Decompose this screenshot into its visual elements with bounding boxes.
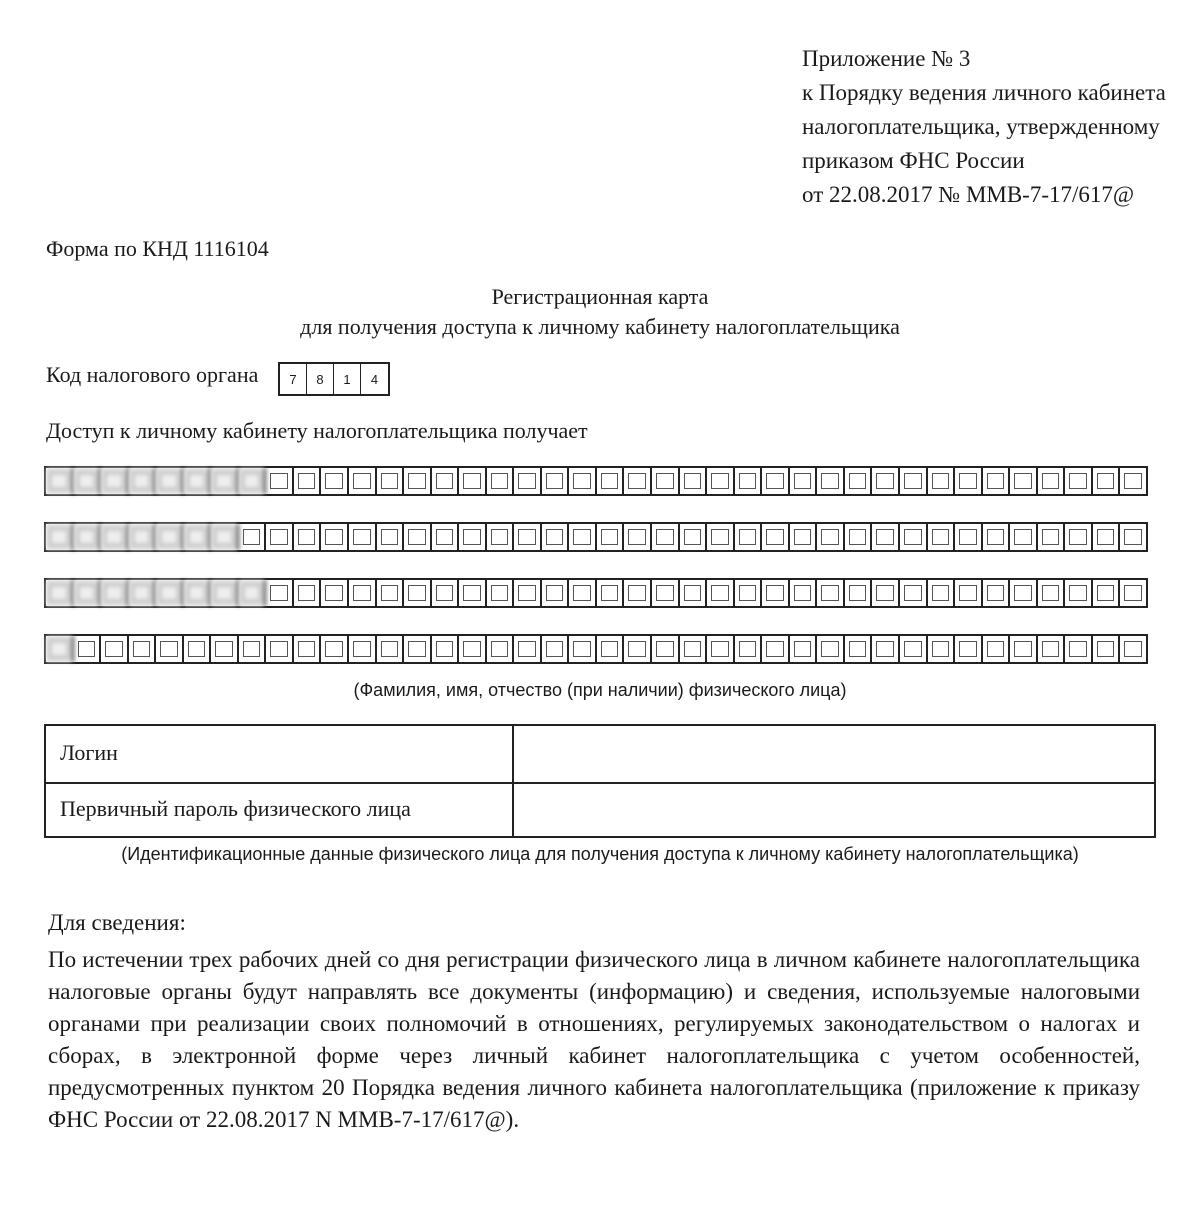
name-char-cell	[624, 636, 652, 662]
login-label: Логин	[60, 740, 118, 765]
name-char-cell	[432, 524, 460, 550]
name-char-cell	[597, 636, 625, 662]
appendix-header	[802, 42, 1166, 212]
name-char-cell	[652, 636, 680, 662]
name-char-cell	[955, 636, 983, 662]
name-char-cell	[569, 636, 597, 662]
code-digit: 8	[307, 364, 334, 394]
name-char-cell	[845, 580, 873, 606]
name-char-cell	[762, 524, 790, 550]
surname-cells	[44, 466, 1148, 496]
name-char-cell	[900, 468, 928, 494]
name-char-cell	[487, 636, 515, 662]
name-char-cell	[1065, 636, 1093, 662]
extra-name-cells	[44, 634, 1148, 664]
name-char-cell	[955, 468, 983, 494]
appendix-line: от 22.08.2017 № ММВ-7-17/617@	[802, 182, 1135, 207]
name-char-cell	[983, 580, 1011, 606]
name-char-cell	[74, 524, 102, 550]
name-char-cell	[569, 468, 597, 494]
name-char-cell	[1120, 524, 1146, 550]
name-char-cell	[129, 468, 157, 494]
name-char-cell	[184, 580, 212, 606]
name-char-cell	[239, 468, 267, 494]
name-char-cell	[1038, 580, 1066, 606]
name-char-cell	[514, 580, 542, 606]
name-char-cell	[735, 636, 763, 662]
name-char-cell	[101, 468, 129, 494]
name-char-cell	[129, 636, 157, 662]
name-char-cell	[514, 636, 542, 662]
name-char-cell	[74, 468, 102, 494]
name-char-cell	[569, 580, 597, 606]
name-char-cell	[432, 580, 460, 606]
name-char-cell	[46, 524, 74, 550]
name-char-cell	[845, 524, 873, 550]
name-char-cell	[790, 636, 818, 662]
appendix-line: к Порядку ведения личного кабинета	[802, 80, 1166, 105]
name-char-cell	[1010, 524, 1038, 550]
name-char-cell	[817, 468, 845, 494]
name-char-cell	[74, 636, 102, 662]
name-char-cell	[211, 636, 239, 662]
name-char-cell	[514, 524, 542, 550]
name-char-cell	[46, 580, 74, 606]
name-char-cell	[680, 580, 708, 606]
name-char-cell	[680, 524, 708, 550]
name-char-cell	[542, 636, 570, 662]
name-char-cell	[928, 524, 956, 550]
name-char-cell	[817, 524, 845, 550]
login-row	[46, 726, 1154, 784]
name-char-cell	[404, 580, 432, 606]
login-value-cell	[512, 726, 1154, 782]
name-char-cell	[487, 524, 515, 550]
name-caption: (Фамилия, имя, отчество (при наличии) физического лица)	[353, 680, 847, 700]
name-char-cell	[1093, 468, 1121, 494]
name-char-cell	[459, 580, 487, 606]
name-char-cell	[983, 636, 1011, 662]
name-char-cell	[872, 580, 900, 606]
appendix-line: Приложение № 3	[802, 46, 971, 71]
name-char-cell	[459, 636, 487, 662]
name-char-cell	[432, 468, 460, 494]
name-char-cell	[928, 468, 956, 494]
name-char-cell	[872, 468, 900, 494]
name-char-cell	[900, 636, 928, 662]
name-char-cell	[1065, 524, 1093, 550]
access-label: Доступ к личному кабинету налогоплательщика получает	[46, 418, 588, 443]
name-char-cell	[321, 636, 349, 662]
password-row	[46, 782, 1154, 838]
name-char-cell	[1038, 468, 1066, 494]
first-name-cells	[44, 522, 1148, 552]
name-char-cell	[680, 636, 708, 662]
name-char-cell	[955, 580, 983, 606]
name-char-cell	[404, 524, 432, 550]
note-title: Для сведения:	[48, 910, 186, 935]
name-char-cell	[156, 636, 184, 662]
name-char-cell	[817, 636, 845, 662]
name-char-cell	[624, 524, 652, 550]
name-char-cell	[735, 524, 763, 550]
name-char-cell	[790, 468, 818, 494]
name-char-cell	[1038, 636, 1066, 662]
name-char-cell	[101, 580, 129, 606]
name-char-cell	[239, 636, 267, 662]
name-char-cell	[266, 468, 294, 494]
name-char-cell	[1010, 636, 1038, 662]
name-char-cell	[652, 580, 680, 606]
name-char-cell	[1093, 524, 1121, 550]
name-char-cell	[652, 468, 680, 494]
name-char-cell	[707, 524, 735, 550]
note-text: По истечении трех рабочих дней со дня регистрации физического лица в личном кабинете налогоплательщика налоговые органы будут направлять все документы (информацию) и сведения, используемые налоговыми органами при реализации своих полномочий в отношениях, регулируемых законодательством о налогах и сборах, в электронной форме через личный кабинет налогоплательщика с учетом особенностей, предусмотренных пунктом 20 Порядка ведения личного кабинета налогоплательщика (приложение к приказу ФНС России от 22.08.2017 N ММВ-7-17/617@).	[48, 947, 1140, 1132]
name-char-cell	[514, 468, 542, 494]
name-char-cell	[1120, 468, 1146, 494]
name-char-cell	[1093, 580, 1121, 606]
name-char-cell	[156, 468, 184, 494]
name-char-cell	[928, 636, 956, 662]
name-char-cell	[680, 468, 708, 494]
name-char-cell	[156, 524, 184, 550]
name-char-cell	[845, 468, 873, 494]
name-char-cell	[1010, 580, 1038, 606]
credentials-table	[44, 724, 1156, 838]
name-char-cell	[735, 468, 763, 494]
name-char-cell	[624, 468, 652, 494]
name-char-cell	[377, 524, 405, 550]
name-char-cell	[624, 580, 652, 606]
name-char-cell	[129, 580, 157, 606]
name-char-cell	[928, 580, 956, 606]
name-char-cell	[1065, 468, 1093, 494]
patronymic-cells	[44, 578, 1148, 608]
name-char-cell	[569, 524, 597, 550]
name-char-cell	[377, 636, 405, 662]
name-char-cell	[542, 524, 570, 550]
name-char-cell	[239, 524, 267, 550]
name-char-cell	[762, 468, 790, 494]
password-value-cell	[512, 782, 1154, 838]
password-label: Первичный пароль физического лица	[60, 796, 411, 821]
document-subtitle: для получения доступа к личному кабинету налогоплательщика	[300, 314, 900, 339]
name-char-cell	[432, 636, 460, 662]
name-char-cell	[983, 468, 1011, 494]
name-char-cell	[46, 468, 74, 494]
name-char-cell	[239, 580, 267, 606]
name-char-cell	[156, 580, 184, 606]
name-char-cell	[101, 636, 129, 662]
name-char-cell	[735, 580, 763, 606]
name-char-cell	[487, 468, 515, 494]
name-char-cell	[459, 524, 487, 550]
code-digit: 1	[334, 364, 361, 394]
name-char-cell	[1120, 636, 1146, 662]
name-char-cell	[790, 524, 818, 550]
name-char-cell	[377, 468, 405, 494]
code-digit: 7	[280, 364, 307, 394]
name-char-cell	[707, 468, 735, 494]
name-char-cell	[74, 580, 102, 606]
name-char-cell	[597, 468, 625, 494]
name-char-cell	[349, 468, 377, 494]
credentials-caption: (Идентификационные данные физического лица для получения доступа к личному кабинету налогоплательщика)	[121, 844, 1079, 864]
name-char-cell	[294, 468, 322, 494]
appendix-line: приказом ФНС России	[802, 148, 1025, 173]
name-char-cell	[707, 636, 735, 662]
tax-authority-code	[278, 362, 390, 396]
name-char-cell	[845, 636, 873, 662]
name-char-cell	[294, 636, 322, 662]
name-char-cell	[184, 524, 212, 550]
name-char-cell	[542, 468, 570, 494]
name-char-cell	[900, 580, 928, 606]
name-char-cell	[955, 524, 983, 550]
name-char-cell	[817, 580, 845, 606]
name-char-cell	[1065, 580, 1093, 606]
name-char-cell	[762, 580, 790, 606]
name-char-cell	[294, 524, 322, 550]
name-char-cell	[762, 636, 790, 662]
name-char-cell	[900, 524, 928, 550]
name-char-cell	[1010, 468, 1038, 494]
name-char-cell	[349, 580, 377, 606]
name-char-cell	[266, 580, 294, 606]
name-char-cell	[211, 580, 239, 606]
name-char-cell	[1038, 524, 1066, 550]
name-char-cell	[184, 636, 212, 662]
name-char-cell	[487, 580, 515, 606]
name-char-cell	[790, 580, 818, 606]
name-char-cell	[459, 468, 487, 494]
name-char-cell	[404, 468, 432, 494]
name-char-cell	[349, 524, 377, 550]
name-char-cell	[266, 636, 294, 662]
name-char-cell	[707, 580, 735, 606]
name-char-cell	[404, 636, 432, 662]
name-char-cell	[542, 580, 570, 606]
name-char-cell	[349, 636, 377, 662]
name-char-cell	[294, 580, 322, 606]
name-char-cell	[1120, 580, 1146, 606]
name-char-cell	[1093, 636, 1121, 662]
code-digit: 4	[370, 371, 379, 387]
name-char-cell	[211, 524, 239, 550]
name-char-cell	[46, 636, 74, 662]
name-char-cell	[321, 580, 349, 606]
name-char-cell	[597, 580, 625, 606]
name-char-cell	[184, 468, 212, 494]
name-char-cell	[101, 524, 129, 550]
appendix-line: налогоплательщика, утвержденному	[802, 114, 1160, 139]
name-char-cell	[321, 468, 349, 494]
name-char-cell	[266, 524, 294, 550]
document-title: Регистрационная карта	[491, 284, 709, 309]
name-char-cell	[129, 524, 157, 550]
name-char-cell	[321, 524, 349, 550]
name-char-cell	[872, 636, 900, 662]
name-char-cell	[377, 580, 405, 606]
name-char-cell	[983, 524, 1011, 550]
name-char-cell	[211, 468, 239, 494]
form-code: Форма по КНД 1116104	[46, 236, 269, 261]
name-char-cell	[597, 524, 625, 550]
tax-authority-label: Код налогового органа	[46, 362, 259, 387]
name-char-cell	[652, 524, 680, 550]
name-char-cell	[872, 524, 900, 550]
